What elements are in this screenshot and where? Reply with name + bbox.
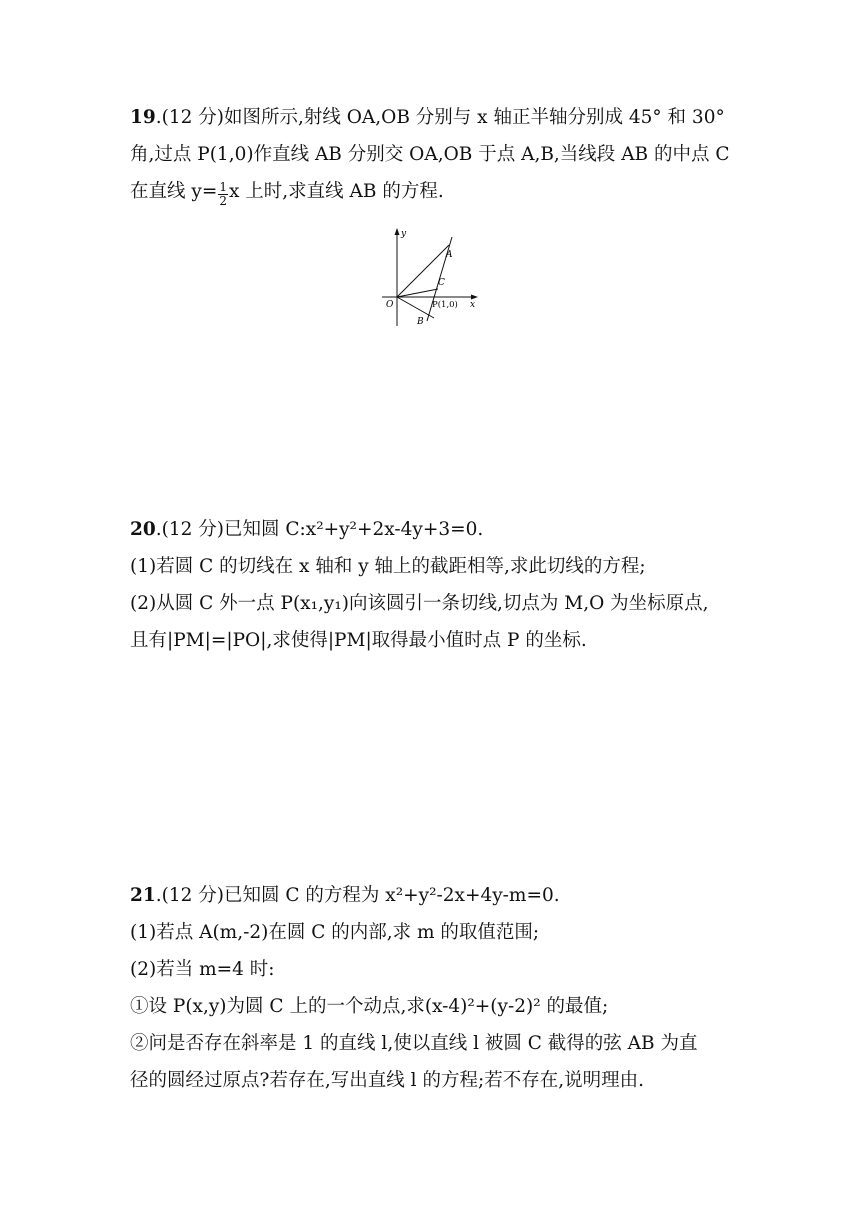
origin-label: O bbox=[386, 300, 394, 310]
point-a-label: A bbox=[446, 250, 453, 260]
q20-line-4: 且有|PM|=|PO|,求使得|PM|取得最小值时点 P 的坐标. bbox=[130, 630, 587, 651]
point-p-label: P(1,0) bbox=[432, 300, 458, 310]
x-axis-arrow bbox=[471, 295, 478, 300]
q19-number: 19 bbox=[130, 107, 156, 128]
question-19 bbox=[130, 99, 740, 210]
q19-line-1 bbox=[130, 99, 740, 136]
q19-text-3a: 在直线 y= bbox=[130, 181, 218, 202]
q20-line-3: (2)从圆 C 外一点 P(x₁,y₁)向该圆引一条切线,切点为 M,O 为坐标原点, bbox=[130, 593, 709, 614]
question-20 bbox=[130, 511, 740, 659]
q19-fraction bbox=[218, 181, 228, 208]
q20-line-1 bbox=[130, 511, 740, 548]
point-b-label: B bbox=[417, 317, 424, 327]
q19-line-3 bbox=[130, 173, 740, 210]
q20-number: 20 bbox=[130, 519, 156, 540]
q21-line-2: (1)若点 A(m,-2)在圆 C 的内部,求 m 的取值范围; bbox=[130, 922, 540, 943]
y-axis-arrow bbox=[395, 228, 400, 235]
q20-text-1: .(12 分)已知圆 C:x²+y²+2x-4y+3=0. bbox=[155, 519, 484, 540]
y-axis-label: y bbox=[401, 229, 407, 239]
x-axis-label: x bbox=[470, 300, 476, 310]
ray-oa bbox=[397, 245, 449, 297]
q20-line-2: (1)若圆 C 的切线在 x 轴和 y 轴上的截距相等,求此切线的方程; bbox=[130, 556, 646, 577]
q21-line-5: ②问是否存在斜率是 1 的直线 l,使以直线 l 被圆 C 截得的弦 AB 为直 bbox=[130, 1033, 698, 1054]
q19-text-3b: x 上时,求直线 AB 的方程. bbox=[228, 181, 444, 202]
point-c-label: C bbox=[438, 278, 445, 288]
q21-line-6: 径的圆经过原点?若存在,写出直线 l 的方程;若不存在,说明理由. bbox=[130, 1070, 644, 1091]
fraction-numerator: 1 bbox=[219, 180, 227, 194]
q21-line-3: (2)若当 m=4 时: bbox=[130, 959, 275, 980]
question-21 bbox=[130, 877, 740, 1099]
q19-text-1: .(12 分)如图所示,射线 OA,OB 分别与 x 轴正半轴分别成 45° 和 30° bbox=[155, 107, 725, 128]
q21-text-1: .(12 分)已知圆 C 的方程为 x²+y²-2x+4y-m=0. bbox=[155, 885, 560, 906]
q19-figure bbox=[378, 226, 482, 330]
q21-line-1 bbox=[130, 877, 740, 914]
q21-line-4: ①设 P(x,y)为圆 C 上的一个动点,求(x-4)²+(y-2)² 的最值; bbox=[130, 996, 609, 1017]
fraction-denominator: 2 bbox=[219, 194, 227, 208]
q21-number: 21 bbox=[130, 885, 156, 906]
q19-line-2: 角,过点 P(1,0)作直线 AB 分别交 OA,OB 于点 A,B,当线段 AB 的中点 C bbox=[130, 144, 730, 165]
